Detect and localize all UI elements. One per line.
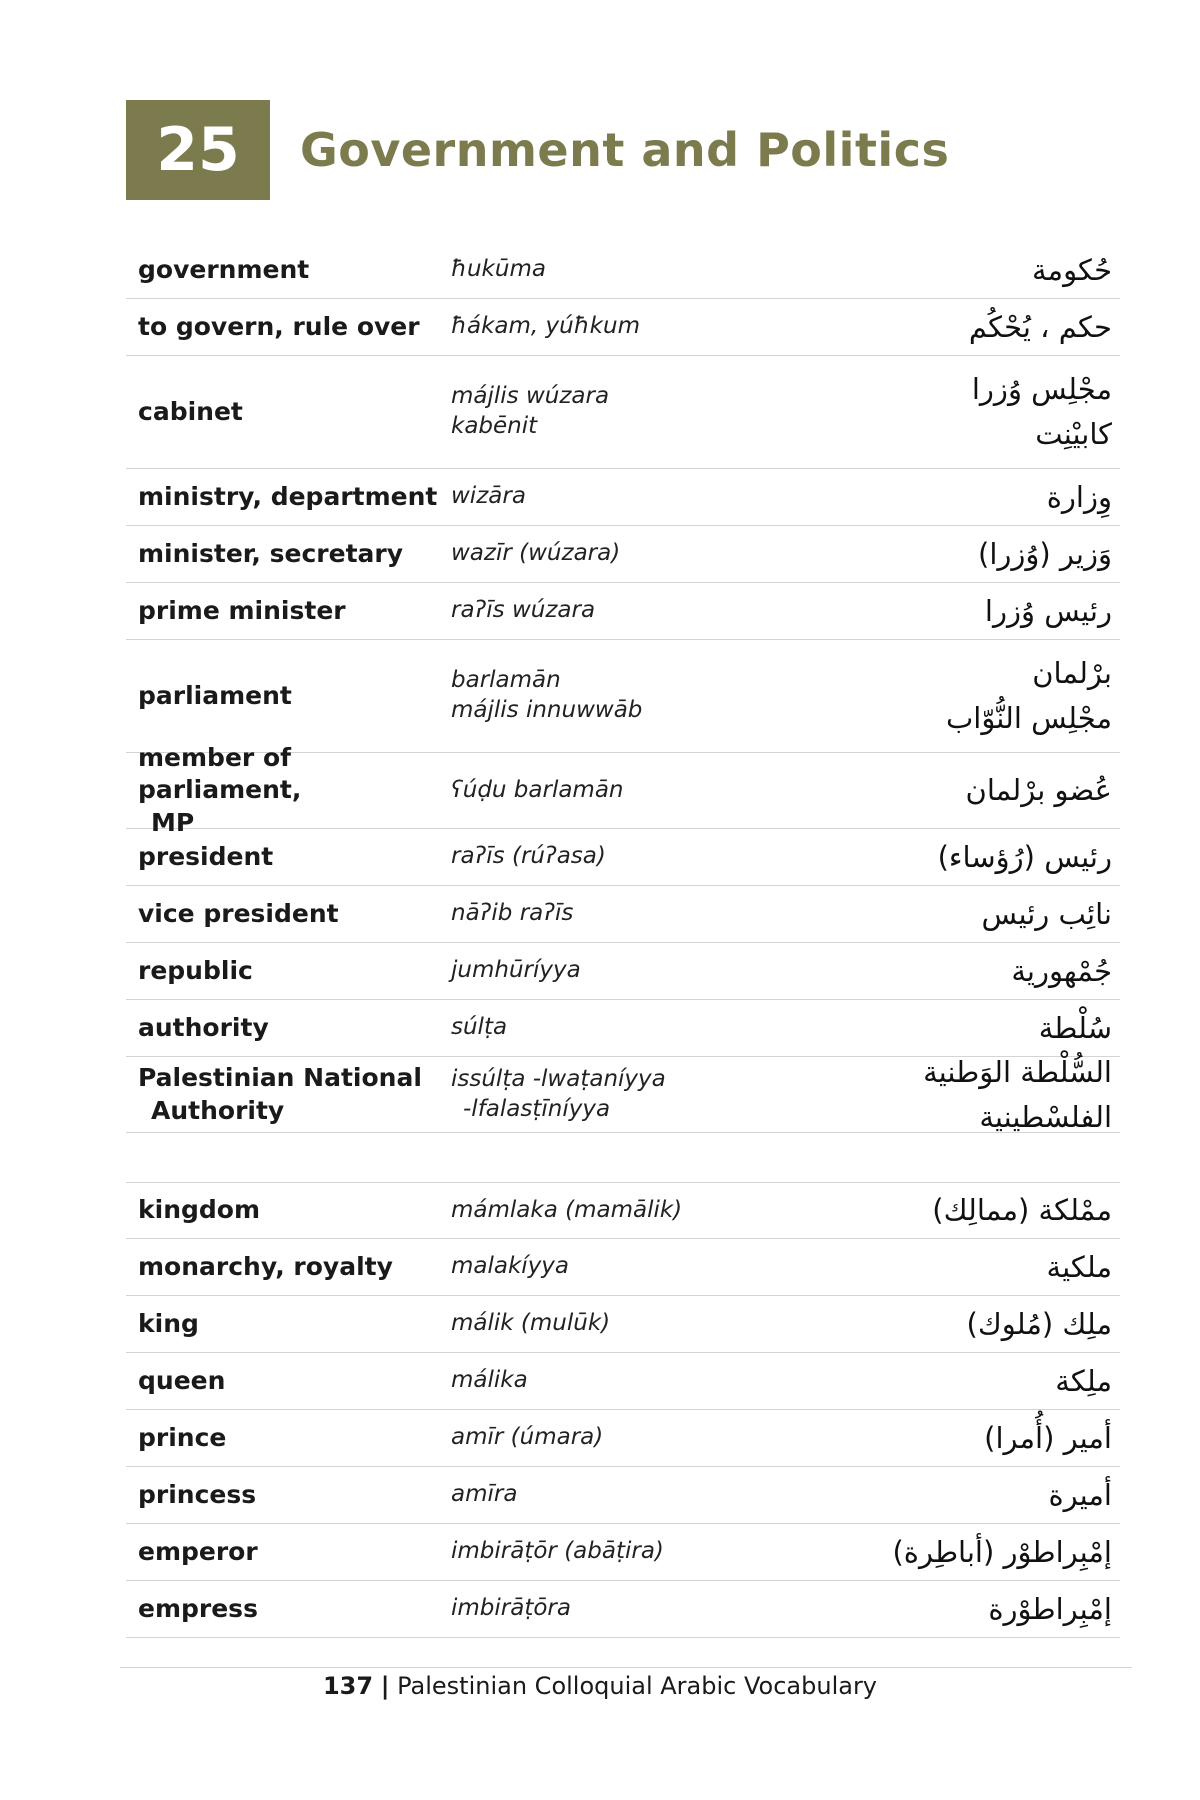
arabic-term — [791, 1359, 1120, 1404]
arabic-term-line: ملِك (مُلوك) — [966, 1306, 1112, 1341]
page-number: 137 — [322, 1672, 374, 1700]
vocab-row — [126, 469, 1120, 526]
arabic-term-line: سُلْطة — [1038, 1010, 1112, 1045]
arabic-term-line: ملِكة — [1055, 1363, 1112, 1398]
english-term-text: queen — [138, 1365, 226, 1395]
arabic-term-line: السُّلْطة الوَطنية الفلسْطينية — [923, 1054, 1112, 1134]
transliteration-line: nāʔib raʔīs — [451, 900, 574, 927]
vocab-table-royalty — [126, 1182, 1120, 1638]
english-term — [126, 1536, 451, 1569]
arabic-term — [791, 949, 1120, 994]
transliteration-line: mámlaka (mamālik) — [451, 1196, 683, 1223]
english-term-text: cabinet — [138, 396, 243, 426]
transliteration — [451, 1013, 791, 1043]
vocab-row — [126, 1581, 1120, 1638]
transliteration-line: kabēnit — [451, 413, 538, 439]
english-term-text: vice president — [138, 898, 339, 928]
english-term-text: to govern, rule over — [138, 311, 420, 341]
transliteration-line: issúlṭa -lwaṭaníyya — [451, 1065, 666, 1092]
transliteration-line: ʕúḍu barlamān — [451, 776, 624, 803]
transliteration-line: imbirāṭōra — [451, 1595, 571, 1622]
english-term-text: prince — [138, 1422, 227, 1452]
vocab-row — [126, 1239, 1120, 1296]
arabic-term-line: جُمْهورية — [1011, 953, 1112, 988]
english-term-text: minister, secretary — [138, 538, 404, 568]
vocab-table-government — [126, 242, 1120, 1133]
english-term-text: monarchy, royalty — [138, 1251, 393, 1281]
transliteration — [451, 1537, 791, 1567]
arabic-term — [791, 1530, 1120, 1575]
arabic-term — [791, 1473, 1120, 1518]
transliteration — [451, 382, 791, 442]
arabic-term-line: إمْبِراطوْر (أباطِرة) — [892, 1534, 1112, 1569]
chapter-number: 25 — [126, 100, 270, 200]
english-term-text: parliament — [138, 680, 292, 710]
arabic-term-line: عُضو برْلمان — [965, 773, 1112, 808]
english-term — [126, 595, 451, 628]
chapter-title: Government and Politics — [300, 123, 950, 177]
arabic-term-line: حُكومة — [1031, 252, 1112, 287]
english-term — [126, 1422, 451, 1455]
english-term-text: authority — [138, 1012, 269, 1042]
english-term-continued: Authority — [151, 1095, 285, 1125]
arabic-term — [791, 892, 1120, 937]
book-title: Palestinian Colloquial Arabic Vocabulary — [397, 1672, 878, 1700]
transliteration-line: raʔīs (rúʔasa) — [451, 843, 606, 870]
transliteration — [451, 1196, 791, 1226]
vocab-row — [126, 242, 1120, 299]
english-term — [126, 481, 451, 514]
english-term — [126, 1012, 451, 1045]
english-term-text: republic — [138, 955, 253, 985]
transliteration — [451, 1065, 791, 1125]
vocab-row — [126, 943, 1120, 1000]
transliteration-line: súlṭa — [451, 1014, 508, 1041]
transliteration — [451, 1252, 791, 1282]
english-term — [126, 538, 451, 571]
transliteration — [451, 899, 791, 929]
vocab-row — [126, 640, 1120, 753]
english-term-text: government — [138, 254, 310, 284]
transliteration-line: imbirāṭōr (abāṭira) — [451, 1538, 664, 1565]
english-term — [126, 1479, 451, 1512]
arabic-term — [791, 1188, 1120, 1233]
vocab-row — [126, 1467, 1120, 1524]
transliteration — [451, 255, 791, 285]
vocab-row — [126, 742, 1120, 837]
arabic-term-line: نائِب رئيس — [981, 896, 1112, 931]
arabic-term — [791, 248, 1120, 293]
transliteration — [451, 1594, 791, 1624]
transliteration-line: málik (mulūk) — [451, 1310, 611, 1337]
vocab-row — [126, 1054, 1120, 1134]
transliteration-line: -lfalasṭīníyya — [463, 1095, 611, 1122]
arabic-term-line: ملكية — [1046, 1249, 1112, 1284]
transliteration-line: májlis innuwwāb — [451, 697, 643, 723]
english-term — [126, 1194, 451, 1227]
vocab-row — [126, 1296, 1120, 1353]
english-term-text: princess — [138, 1479, 257, 1509]
page-footer — [0, 1672, 1200, 1700]
transliteration-line: wazīr (wúzara) — [451, 540, 621, 567]
vocab-row — [126, 1353, 1120, 1410]
transliteration-line: amīra — [451, 1481, 518, 1508]
english-term-text: kingdom — [138, 1195, 261, 1225]
english-term-text: president — [138, 841, 274, 871]
transliteration — [451, 539, 791, 569]
transliteration — [451, 776, 791, 806]
transliteration-line: raʔīs wúzara — [451, 597, 596, 624]
vocab-row — [126, 1410, 1120, 1467]
vocab-row — [126, 356, 1120, 469]
english-term-text: emperor — [138, 1536, 258, 1566]
arabic-term — [791, 305, 1120, 350]
transliteration — [451, 956, 791, 986]
english-term — [126, 1365, 451, 1398]
english-term — [126, 680, 451, 713]
english-term — [126, 396, 451, 429]
chapter-header — [126, 100, 949, 200]
transliteration — [451, 482, 791, 512]
english-term — [126, 1062, 451, 1127]
vocab-row — [126, 1524, 1120, 1581]
footer-divider — [120, 1667, 1132, 1668]
transliteration-line: ħákam, yúħkum — [451, 313, 640, 340]
english-term — [126, 1308, 451, 1341]
arabic-term-line: رئيس وُزرا — [984, 593, 1112, 628]
arabic-term — [791, 1587, 1120, 1632]
vocab-row — [126, 1182, 1120, 1239]
arabic-term-line: مجْلِس وُزرا — [971, 372, 1112, 407]
english-term-text: king — [138, 1308, 199, 1338]
transliteration — [451, 1480, 791, 1510]
transliteration-line: májlis wúzara — [451, 383, 610, 410]
transliteration-line: wizāra — [451, 483, 526, 510]
transliteration-line: amīr (úmara) — [451, 1424, 604, 1451]
transliteration-line: jumhūríyya — [451, 957, 581, 984]
arabic-term-line: أميرة — [1048, 1477, 1112, 1512]
arabic-term — [791, 651, 1120, 741]
vocab-row — [126, 299, 1120, 356]
english-term — [126, 898, 451, 931]
transliteration — [451, 666, 791, 726]
vocab-row — [126, 583, 1120, 640]
transliteration — [451, 1309, 791, 1339]
english-term — [126, 311, 451, 344]
transliteration — [451, 312, 791, 342]
english-term — [126, 742, 451, 840]
arabic-term-line: ممْلكة (ممالِك) — [932, 1193, 1112, 1228]
transliteration-line: malakíyya — [451, 1253, 570, 1280]
arabic-term-line: أمير (أُمرا) — [984, 1420, 1112, 1455]
arabic-term — [791, 768, 1120, 813]
arabic-term — [791, 367, 1120, 457]
english-term — [126, 1251, 451, 1284]
arabic-term — [791, 475, 1120, 520]
transliteration-line: barlamān — [451, 667, 561, 694]
transliteration — [451, 596, 791, 626]
transliteration-line: ħukūma — [451, 256, 546, 283]
english-term — [126, 1593, 451, 1626]
arabic-term — [791, 532, 1120, 577]
english-term-text: prime minister — [138, 595, 346, 625]
footer-separator: | — [380, 1672, 390, 1700]
arabic-term — [791, 1302, 1120, 1347]
arabic-term — [791, 1416, 1120, 1461]
transliteration-line: málika — [451, 1367, 528, 1394]
arabic-term — [791, 835, 1120, 880]
english-term-continued: MP — [151, 807, 195, 837]
transliteration — [451, 1423, 791, 1453]
arabic-term-line: إمْبِراطوْرة — [988, 1591, 1112, 1626]
english-term — [126, 841, 451, 874]
arabic-term — [791, 1006, 1120, 1051]
vocab-row — [126, 1000, 1120, 1057]
english-term-text: Palestinian National — [138, 1063, 422, 1092]
vocab-row — [126, 886, 1120, 943]
arabic-term-line: رئيس (رُؤساء) — [937, 839, 1112, 874]
arabic-term-line: وِزارة — [1046, 479, 1112, 514]
english-term — [126, 955, 451, 988]
arabic-term — [791, 589, 1120, 634]
transliteration — [451, 842, 791, 872]
arabic-term — [791, 1050, 1120, 1140]
arabic-term-line: مجْلِس النُّوّاب — [945, 701, 1112, 735]
arabic-term-line: كابيْنِت — [1035, 417, 1112, 451]
transliteration — [451, 1366, 791, 1396]
english-term — [126, 254, 451, 287]
arabic-term-line: وَزير (وُزرا) — [978, 536, 1112, 571]
arabic-term — [791, 1245, 1120, 1290]
arabic-term-line: حكم ، يُحْكُم — [968, 309, 1112, 344]
english-term-text: empress — [138, 1593, 258, 1623]
english-term-text: ministry, department — [138, 481, 438, 511]
english-term-text: member of parliament, — [138, 742, 302, 805]
vocab-row — [126, 526, 1120, 583]
arabic-term-line: برْلمان — [1032, 656, 1112, 691]
